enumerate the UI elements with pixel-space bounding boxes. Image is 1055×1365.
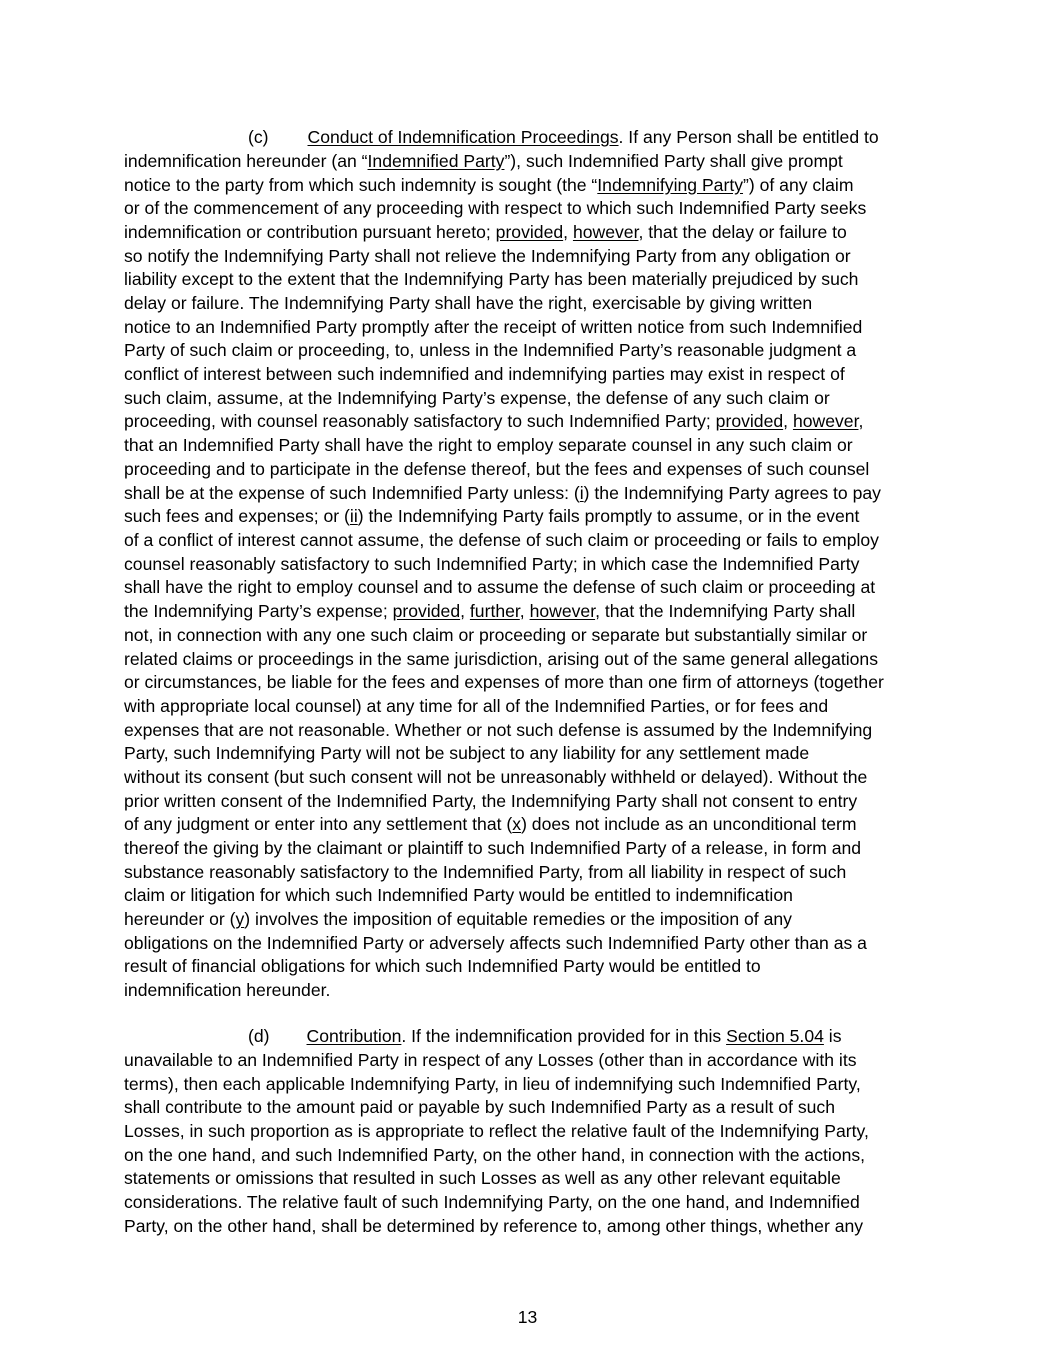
text-line: or circumstances, be liable for the fees and expenses of more than one firm of attorneys (together [124,672,884,692]
text-line: indemnification or contribution pursuant hereto; provided, however, that the delay or failure to [124,222,847,242]
text-line: on the one hand, and such Indemnified Party, on the other hand, in connection with the actions, [124,1145,866,1165]
text-line: shall have the right to employ counsel and to assume the defense of such claim or proceeding at [124,577,876,597]
text-line: related claims or proceedings in the same jurisdiction, arising out of the same general allegations [124,649,879,669]
text-line: delay or failure. The Indemnifying Party shall have the right, exercisable by giving written [124,293,813,313]
text-line: substance reasonably satisfactory to the Indemnified Party, from all liability in respect of such [124,862,847,882]
text-line: considerations. The relative fault of such Indemnifying Party, on the one hand, and Indemnified [124,1192,860,1212]
text-line: notice to the party from which such indemnity is sought (the “Indemnifying Party”) of any claim [124,175,854,195]
text-line: so notify the Indemnifying Party shall not relieve the Indemnifying Party from any obligation or [124,246,851,266]
section-heading: Contribution [306,1026,402,1046]
defined-term: Indemnifying Party [597,175,744,195]
text-line: of a conflict of interest cannot assume, the defense of such claim or proceeding or fails to employ [124,530,879,550]
text-line: unavailable to an Indemnified Party in respect of any Losses (other than in accordance with its [124,1050,857,1070]
text-line: such claim, assume, at the Indemnifying Party’s expense, the defense of any such claim or [124,388,830,408]
text-line: that an Indemnified Party shall have the right to employ separate counsel in any such claim or [124,435,853,455]
text-line: shall contribute to the amount paid or payable by such Indemnified Party as a result of such [124,1097,836,1117]
text-line: (d) Contribution. If the indemnification provided for in this Section 5.04 is [248,1026,842,1046]
section-reference: Section 5.04 [726,1026,824,1046]
text-line: Losses, in such proportion as is appropriate to reflect the relative fault of the Indemnifying Party, [124,1121,869,1141]
text-line: indemnification hereunder (an “Indemnified Party”), such Indemnified Party shall give prompt [124,151,843,171]
text-line: statements or omissions that resulted in such Losses as well as any other relevant equitable [124,1168,841,1188]
text-line: hereunder or (y) involves the imposition of equitable remedies or the imposition of any [124,909,792,929]
text-line: notice to an Indemnified Party promptly after the receipt of written notice from such Indemnified [124,317,863,337]
text-line: indemnification hereunder. [124,980,331,1000]
text-line: expenses that are not reasonable. Whether or not such defense is assumed by the Indemnifying [124,720,873,740]
section-number: (c) [248,127,269,147]
section-number: (d) [248,1026,270,1046]
defined-term: Indemnified Party [367,151,505,171]
text-line: without its consent (but such consent will not be unreasonably withheld or delayed). Without the [124,767,868,787]
text-line: or of the commencement of any proceeding with respect to which such Indemnified Party seeks [124,198,867,218]
section-heading: Conduct of Indemnification Proceedings [307,127,619,147]
text-line: terms), then each applicable Indemnifying Party, in lieu of indemnifying such Indemnified Party, [124,1074,861,1094]
text-line: not, in connection with any one such claim or proceeding or separate but substantially similar or [124,625,868,645]
text-line: liability except to the extent that the Indemnifying Party has been materially prejudiced by such [124,269,859,289]
text-line: proceeding, with counsel reasonably satisfactory to such Indemnified Party; provided, however, [124,411,864,431]
page-number: 13 [517,1307,538,1327]
text-line: shall be at the expense of such Indemnified Party unless: (i) the Indemnifying Party agrees to pay [124,483,881,503]
text-line: thereof the giving by the claimant or plaintiff to such Indemnified Party of a release, in form and [124,838,862,858]
text-line: Party, such Indemnifying Party will not be subject to any liability for any settlement made [124,743,810,763]
text-line: claim or litigation for which such Indemnified Party would be entitled to indemnification [124,885,793,905]
text-line: of any judgment or enter into any settlement that (x) does not include as an unconditional term [124,814,857,834]
text-line: Party of such claim or proceeding, to, unless in the Indemnified Party’s reasonable judgment a [124,340,857,360]
text-line: such fees and expenses; or (ii) the Indemnifying Party fails promptly to assume, or in the event [124,506,860,526]
text-line: (c) Conduct of Indemnification Proceedings. If any Person shall be entitled to [248,127,879,147]
text-line: conflict of interest between such indemnified and indemnifying parties may exist in respect of [124,364,845,384]
text-line: the Indemnifying Party’s expense; provided, further, however, that the Indemnifying Party shall [124,601,856,621]
text-line: result of financial obligations for which such Indemnified Party would be entitled to [124,956,761,976]
text-line: Party, on the other hand, shall be determined by reference to, among other things, whether any [124,1216,864,1236]
text-line: proceeding and to participate in the defense thereof, but the fees and expenses of such counsel [124,459,870,479]
text-line: obligations on the Indemnified Party or adversely affects such Indemnified Party other than as a [124,933,867,953]
text-line: counsel reasonably satisfactory to such Indemnified Party; in which case the Indemnified Party [124,554,860,574]
text-line: prior written consent of the Indemnified Party, the Indemnifying Party shall not consent to entry [124,791,858,811]
text-line: with appropriate local counsel) at any time for all of the Indemnified Parties, or for fees and [124,696,829,716]
